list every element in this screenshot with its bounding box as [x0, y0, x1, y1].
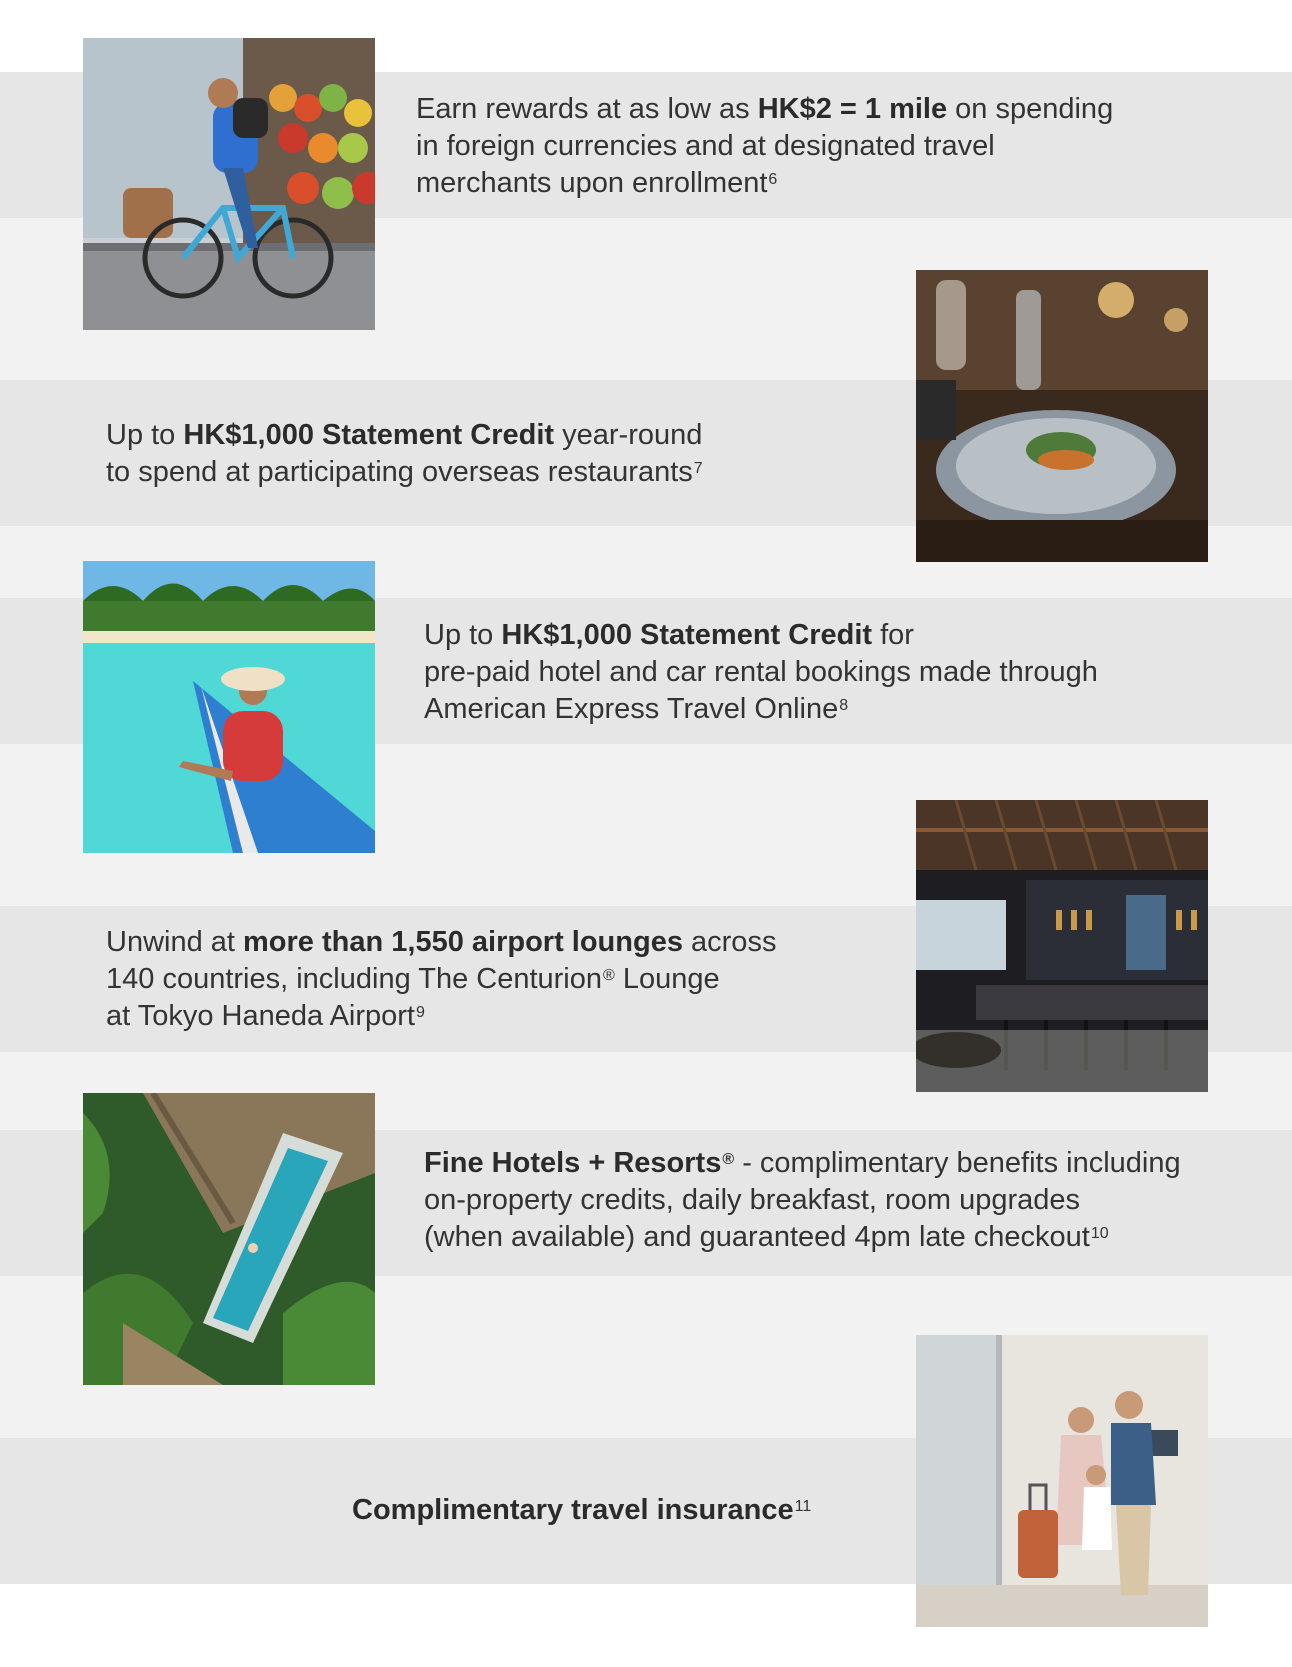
benefit-line — [106, 454, 703, 491]
emphasis-text: Complimentary travel insurance — [352, 1494, 794, 1526]
footnote-marker: 10 — [1090, 1225, 1109, 1242]
resort-pool-aerial-photo — [83, 1093, 375, 1385]
emphasis-text: HK$2 = 1 mile — [757, 93, 948, 125]
benefit-line — [424, 617, 1098, 654]
benefit-line — [416, 91, 1113, 128]
benefit-line — [424, 654, 1098, 691]
benefit-text-6 — [352, 1492, 811, 1529]
body-text: to spend at participating overseas restaurants — [106, 456, 693, 488]
body-text: on-property credits, daily breakfast, room upgrades — [424, 1184, 1081, 1216]
airport-lounge-bar-photo — [916, 800, 1208, 1092]
emphasis-text: HK$1,000 Statement Credit — [501, 619, 873, 651]
footnote-marker: ® — [722, 1151, 735, 1168]
benefit-text-3 — [424, 617, 1098, 728]
tropical-beach-boat-photo — [83, 561, 375, 853]
benefit-line — [106, 998, 776, 1035]
emphasis-text: more than 1,550 airport lounges — [243, 926, 683, 958]
benefit-text-5 — [424, 1145, 1181, 1256]
body-text: American Express Travel Online — [424, 693, 839, 725]
benefit-line — [424, 1219, 1181, 1256]
benefit-line — [352, 1492, 811, 1529]
body-text: (when available) and guaranteed 4pm late checkout — [424, 1221, 1090, 1253]
body-text: for — [872, 619, 914, 651]
body-text: Up to — [106, 419, 184, 451]
footnote-marker: ® — [603, 967, 615, 984]
benefit-line — [424, 1145, 1181, 1182]
footnote-marker: 11 — [794, 1498, 812, 1515]
benefit-line — [106, 417, 703, 454]
body-text: pre-paid hotel and car rental bookings made through — [424, 656, 1098, 688]
body-text: in foreign currencies and at designated travel — [416, 130, 995, 162]
benefit-line — [416, 165, 1113, 202]
body-text: across — [682, 926, 777, 958]
emphasis-text: HK$1,000 Statement Credit — [183, 419, 555, 451]
benefit-text-4 — [106, 924, 776, 1035]
body-text: year-round — [554, 419, 703, 451]
benefit-text-1 — [416, 91, 1113, 202]
body-text: merchants upon enrollment — [416, 167, 768, 199]
footnote-marker: 9 — [416, 1004, 425, 1021]
benefit-line — [106, 924, 776, 961]
cyclist-market-photo — [83, 38, 375, 330]
emphasis-text: Fine Hotels + Resorts — [424, 1147, 722, 1179]
benefit-line — [424, 691, 1098, 728]
body-text: - complimentary benefits including — [734, 1147, 1181, 1179]
footnote-marker: 6 — [768, 171, 778, 188]
restaurant-dining-photo — [916, 270, 1208, 562]
benefit-line — [416, 128, 1113, 165]
footnote-marker: 7 — [693, 460, 703, 477]
body-text: Up to — [424, 619, 502, 651]
body-text: 140 countries, including The Centurion — [106, 963, 603, 995]
benefit-line — [424, 1182, 1181, 1219]
benefit-text-2 — [106, 417, 703, 491]
body-text: on spending — [947, 93, 1114, 125]
benefit-line — [106, 961, 776, 998]
body-text: Earn rewards at as low as — [416, 93, 758, 125]
body-text: Lounge — [614, 963, 720, 995]
family-travel-hotel-photo — [916, 1335, 1208, 1627]
footnote-marker: 8 — [839, 697, 849, 714]
body-text: Unwind at — [106, 926, 244, 958]
body-text: at Tokyo Haneda Airport — [106, 1000, 415, 1032]
